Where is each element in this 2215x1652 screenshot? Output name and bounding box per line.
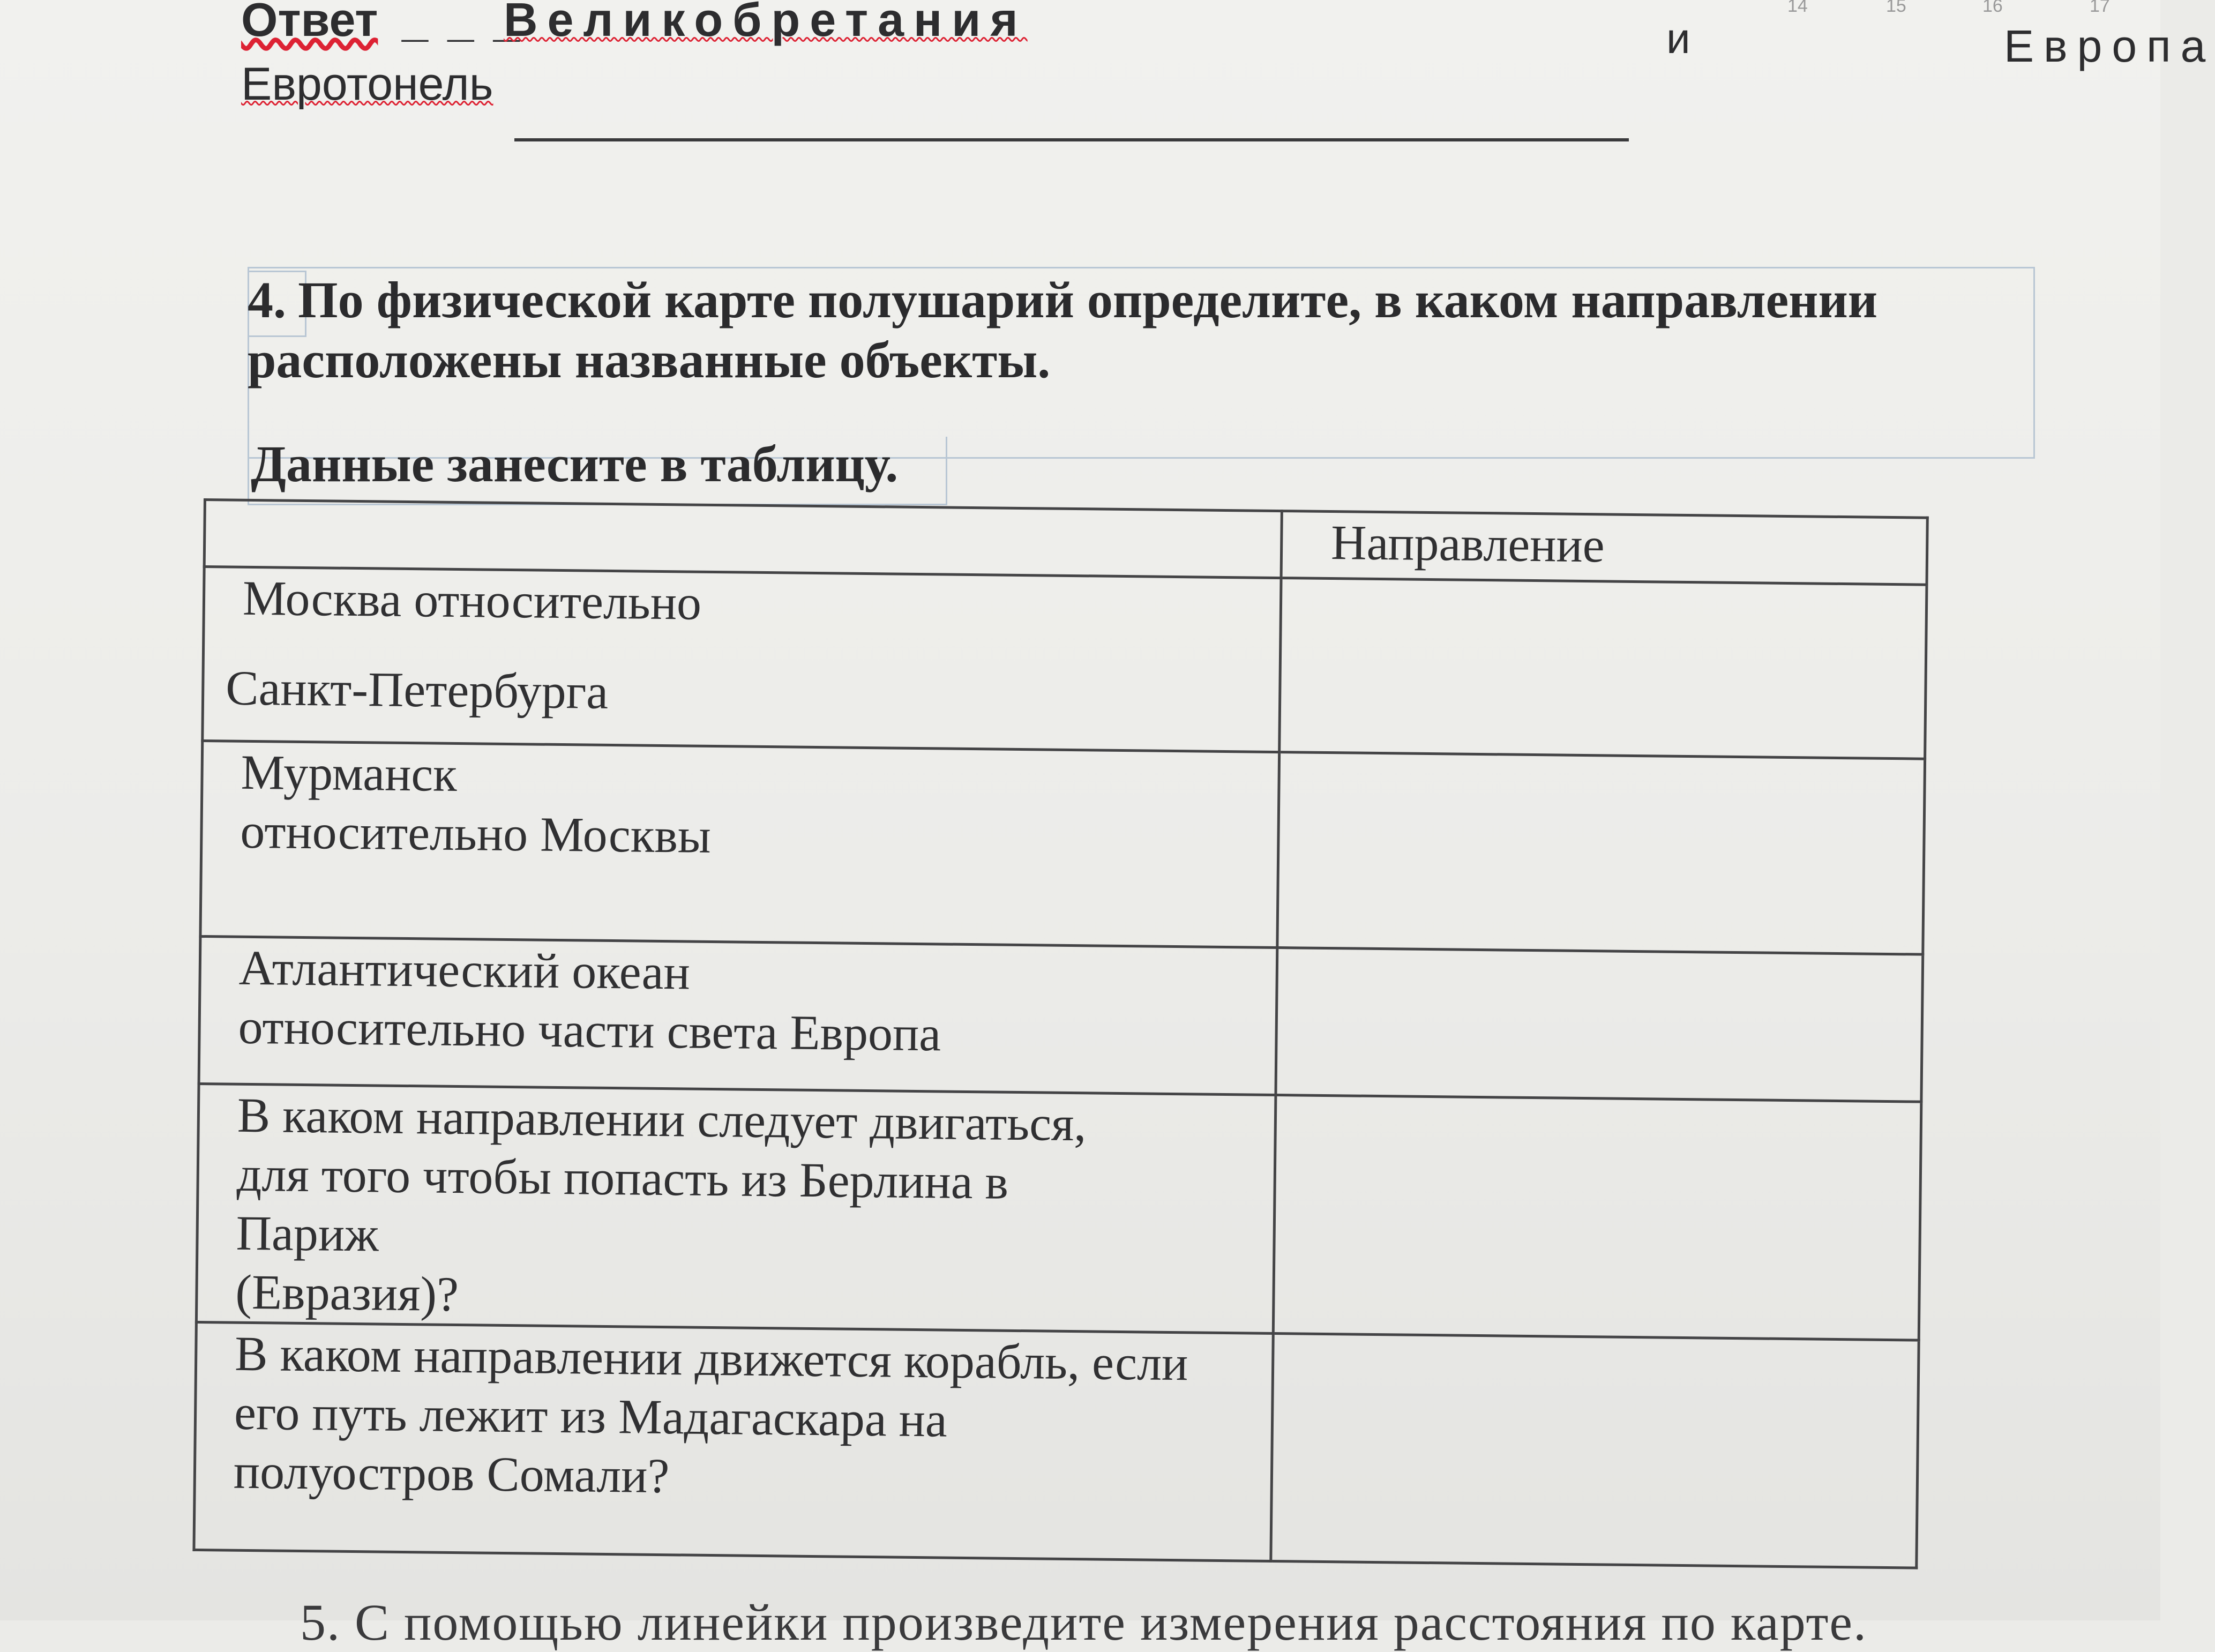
direction-table: [192, 498, 1928, 1567]
object-cell: [199, 936, 1277, 1095]
object-line: Мурманск: [241, 744, 458, 802]
object-line: для того чтобы попасть из Берлина в: [236, 1146, 1009, 1209]
answer-europe: Европа: [2004, 21, 2215, 71]
table-row: [200, 741, 1925, 955]
direction-cell[interactable]: [1271, 1333, 1919, 1568]
direction-table-grid: [192, 498, 1928, 1569]
ruler-mark: 14: [1787, 0, 1808, 16]
object-cell: [203, 567, 1281, 752]
direction-cell[interactable]: [1273, 1095, 1921, 1341]
ruler-mark: 17: [2090, 0, 2110, 16]
answer-tunnel: Евротонель: [241, 58, 493, 110]
object-line: Москва относительно: [242, 570, 702, 630]
object-line: полуостров Сомали?: [233, 1444, 670, 1504]
table-row: [196, 1083, 1921, 1340]
table-row: [194, 1322, 1919, 1568]
direction-cell[interactable]: [1279, 578, 1927, 759]
object-line: (Евразия)?: [235, 1264, 459, 1322]
next-task-partial: 5. С помощью линейки произведите измерения расстояния по карте.: [300, 1594, 1867, 1651]
object-line: Париж: [236, 1205, 379, 1262]
object-line: его путь лежит из Мадагаскара на: [234, 1385, 948, 1447]
table-header-direction: Направление: [1281, 511, 1927, 585]
object-line: В каком направлении следует двигаться,: [237, 1087, 1087, 1152]
task-instruction: [248, 270, 2059, 390]
table-row: [199, 936, 1923, 1102]
table-header-object: [204, 500, 1282, 578]
object-cell: [200, 741, 1279, 948]
object-line: относительно Москвы: [240, 803, 712, 863]
direction-cell[interactable]: [1277, 752, 1925, 955]
task-number: 4.: [248, 271, 286, 328]
answer-underline: [514, 138, 1629, 141]
answer-blank: _ _ _: [402, 0, 523, 46]
object-line: В каком направлении движется корабль, если: [234, 1326, 1188, 1391]
ruler-mark: 16: [1982, 0, 2003, 16]
object-line: относительно части света Европа: [238, 999, 941, 1062]
task-subtext: Данные занесите в таблицу.: [251, 435, 899, 492]
answer-conjunction: и: [1666, 14, 1690, 62]
ruler-mark: 15: [1886, 0, 1906, 16]
object-cell: [194, 1322, 1273, 1561]
table-row: [203, 567, 1927, 759]
object-cell: [196, 1083, 1276, 1333]
object-line: Атлантический океан: [238, 940, 691, 1000]
task-text: По физической карте полушарий определите, в каком направлении расположены названные объекты.: [248, 271, 1878, 388]
object-line: Санкт-Петербурга: [225, 660, 609, 719]
answer-country: Великобретания: [504, 0, 1028, 46]
direction-cell[interactable]: [1276, 948, 1923, 1102]
answer-label: Ответ: [241, 0, 378, 46]
